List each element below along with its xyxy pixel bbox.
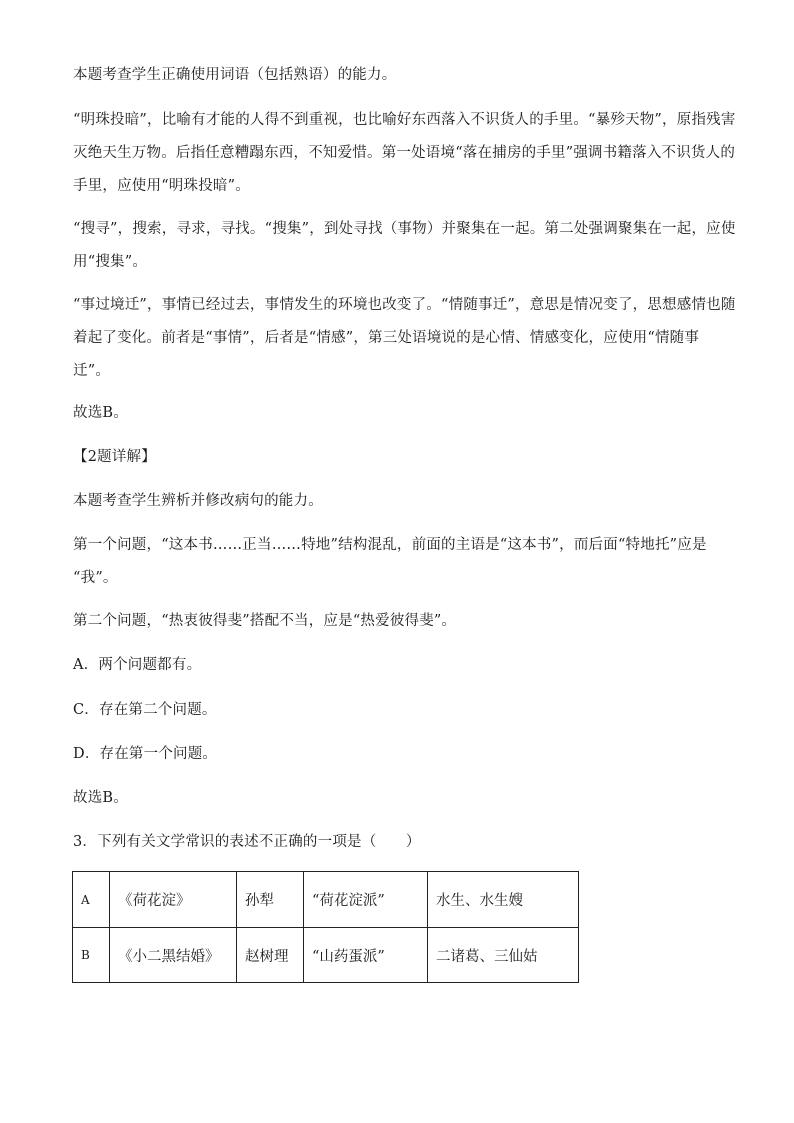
table-cell-author: 孙犁 bbox=[237, 872, 304, 928]
question-line: 3．下列有关文学常识的表述不正确的一项是（ ） bbox=[73, 834, 421, 850]
option-line: D．存在第一个问题。 bbox=[73, 746, 218, 762]
paragraph-line: 迁”。 bbox=[73, 363, 111, 379]
paragraph-line: 着起了变化。前者是“事情”，后者是“情感”，第三处语境说的是心情、情感变化，应使用“情随事 bbox=[73, 330, 700, 346]
paragraph-line: 本题考查学生正确使用词语（包括熟语）的能力。 bbox=[73, 67, 397, 83]
paragraph-line: 第一个问题，“这本书……正当……特地”结构混乱，前面的主语是“这本书”，而后面“特地托”应是 bbox=[73, 537, 707, 553]
option-line: A．两个问题都有。 bbox=[73, 657, 202, 673]
paragraph-line: 灭绝天生万物。后指任意糟蹋东西，不知爱惜。第一处语境“落在捕房的手里”强调书籍落入不识货人的 bbox=[73, 145, 736, 161]
section-heading: 【2题详解】 bbox=[73, 449, 156, 465]
paragraph-line: 本题考查学生辨析并修改病句的能力。 bbox=[73, 493, 323, 509]
table-cell-option: B bbox=[73, 928, 110, 983]
paragraph-line: 第二个问题，“热衷彼得斐”搭配不当，应是“热爱彼得斐”。 bbox=[73, 613, 457, 629]
option-line: C．存在第二个问题。 bbox=[73, 702, 217, 718]
answer-line: 故选B。 bbox=[73, 405, 128, 421]
table-row bbox=[73, 928, 579, 983]
paragraph-line: “我”。 bbox=[73, 570, 118, 586]
table-cell-work: 《荷花淀》 bbox=[110, 872, 237, 928]
literature-table bbox=[72, 871, 579, 983]
paragraph-line: “明珠投暗”，比喻有才能的人得不到重视，也比喻好东西落入不识货人的手里。“暴殄天物”，原指残害 bbox=[73, 112, 736, 128]
answer-line: 故选B。 bbox=[73, 790, 128, 806]
table-cell-school: “山药蛋派” bbox=[304, 928, 428, 983]
paragraph-line: “搜寻”，搜索，寻求，寻找。“搜集”，到处寻找（事物）并聚集在一起。第二处强调聚集在一起，应使 bbox=[73, 221, 736, 237]
table-cell-characters: 二诸葛、三仙姑 bbox=[428, 928, 579, 983]
paragraph-line: “事过境迁”，事情已经过去，事情发生的环境也改变了。“情随事迁”，意思是情况变了，思想感情也随 bbox=[73, 297, 736, 313]
table-cell-work: 《小二黑结婚》 bbox=[110, 928, 237, 983]
table-cell-option: A bbox=[73, 872, 110, 928]
table-cell-characters: 水生、水生嫂 bbox=[428, 872, 579, 928]
table-row bbox=[73, 872, 579, 928]
table-cell-author: 赵树理 bbox=[237, 928, 304, 983]
paragraph-line: 手里，应使用“明珠投暗”。 bbox=[73, 178, 250, 194]
paragraph-line: 用“搜集”。 bbox=[73, 254, 148, 270]
table-cell-school: “荷花淀派” bbox=[304, 872, 428, 928]
